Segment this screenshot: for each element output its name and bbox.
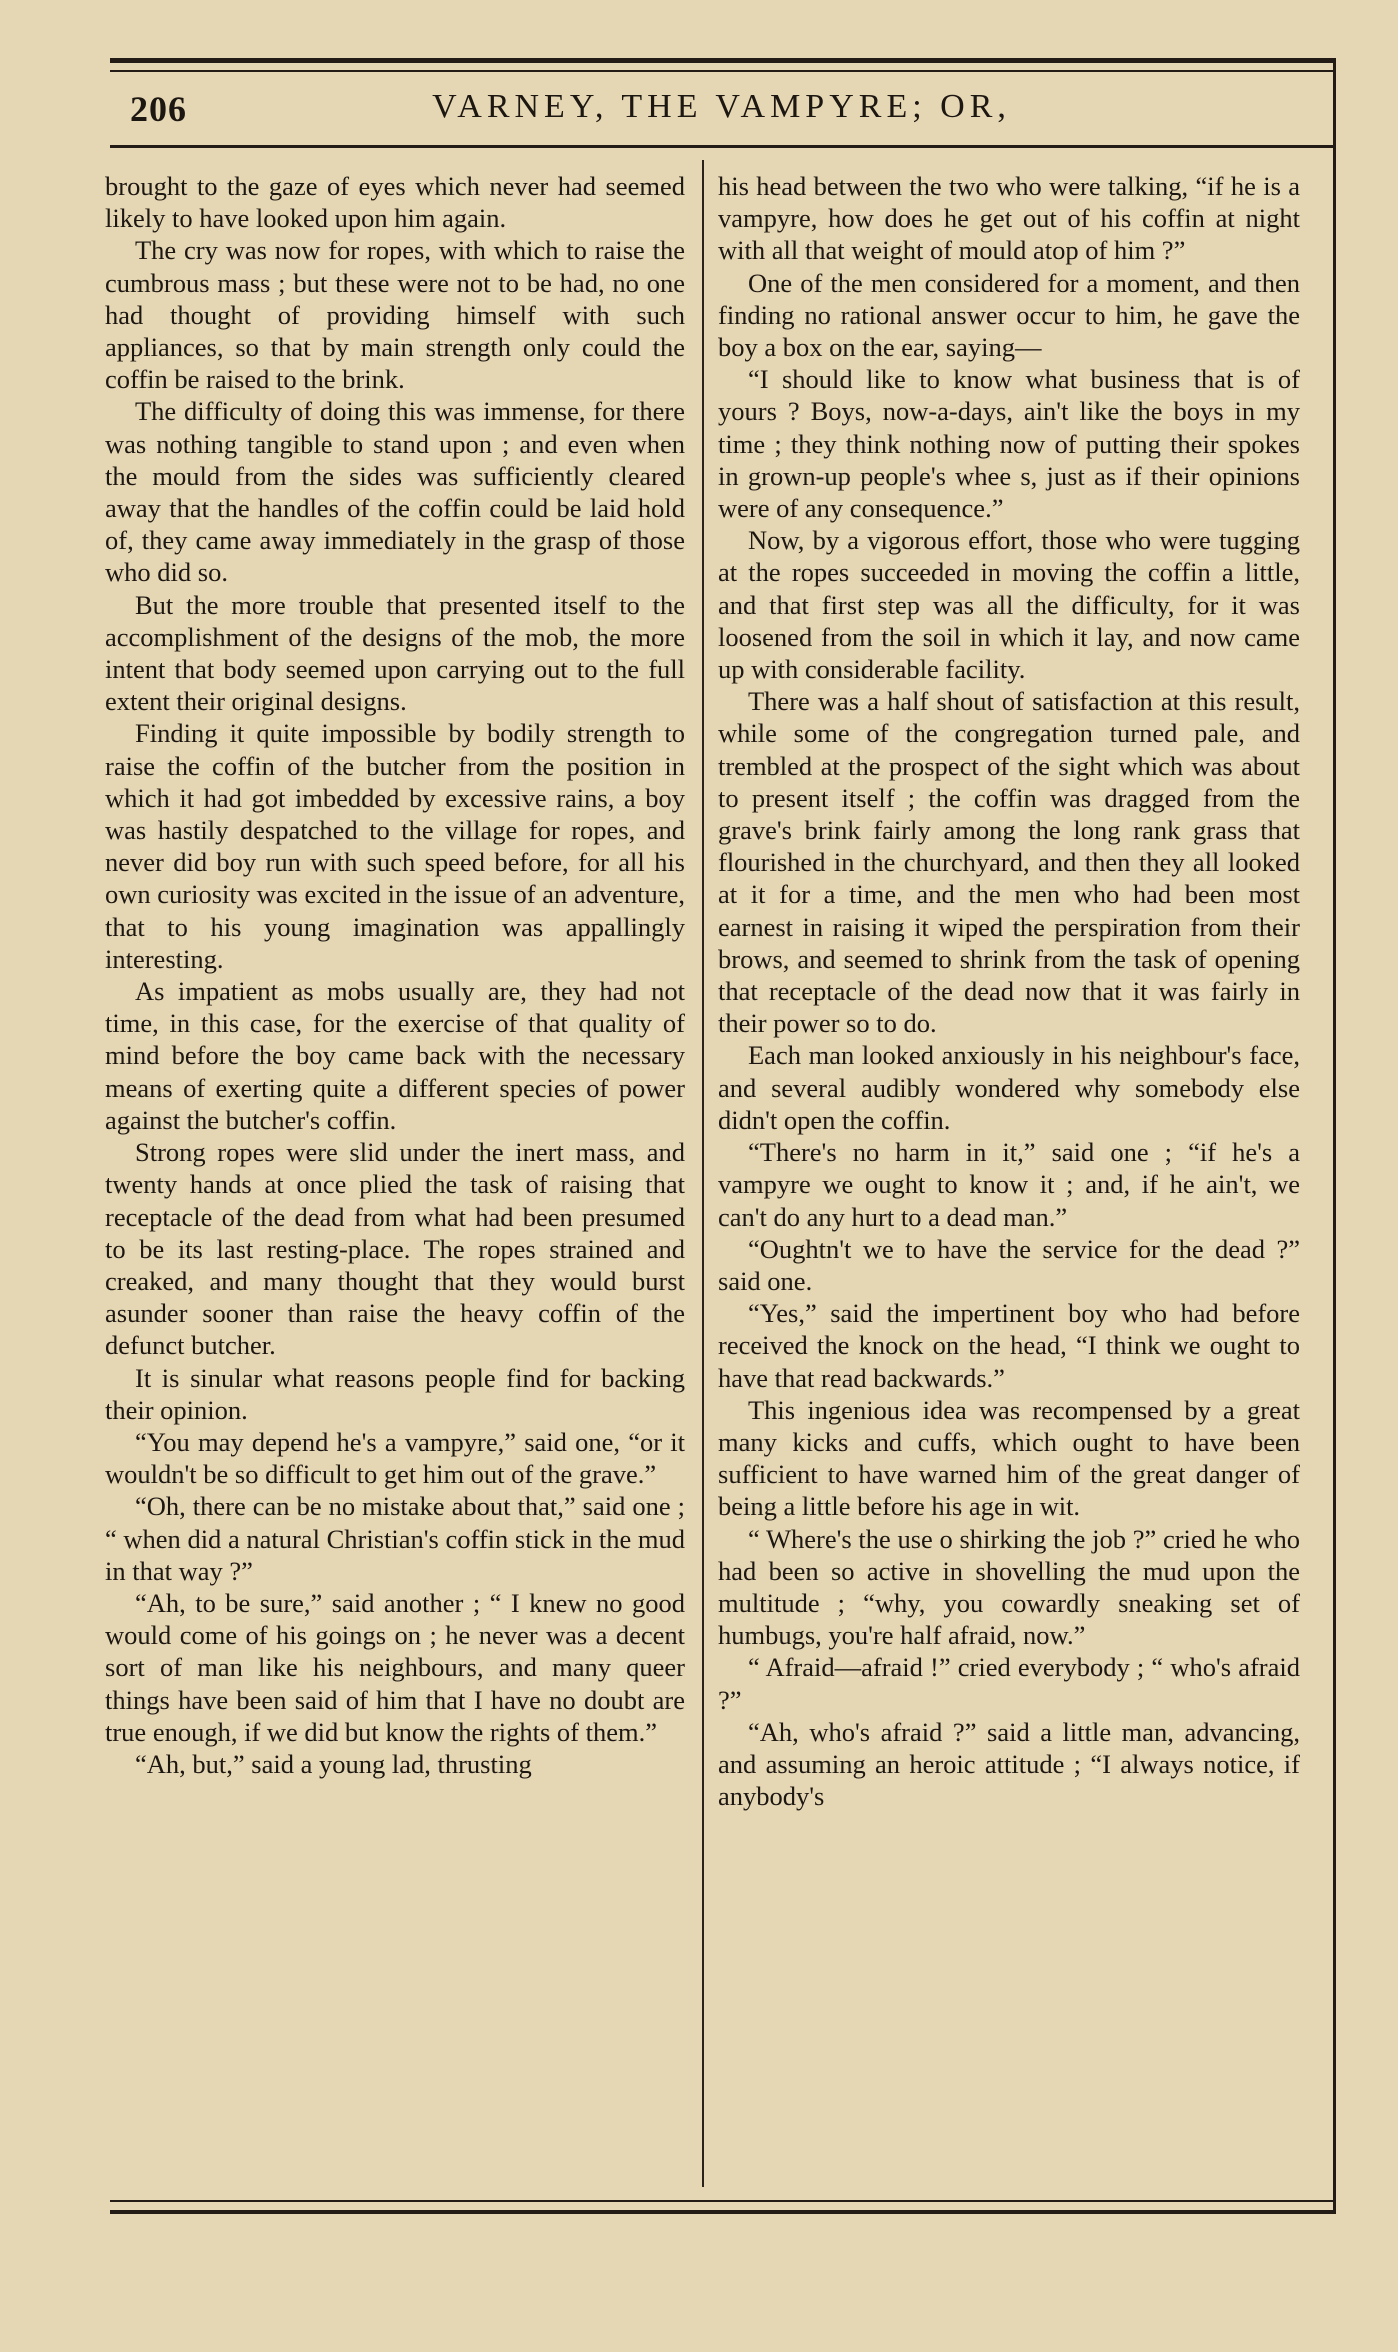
paragraph: “ Where's the use o shirking the job ?” cried he who had been so active in shovelling the mud upon the multitude ; “why, you cowardly sneaking set of humbugs, you're half afraid, now.” bbox=[718, 1523, 1300, 1651]
paragraph: “Ah, to be sure,” said another ; “ I knew no good would come of his goings on ; he never was a decent sort of man like his neighbours, and many queer things have been said of him that I have no doubt are true enough, if we did but know the rights of them.” bbox=[105, 1587, 685, 1747]
paragraph: “Yes,” said the impertinent boy who had before received the knock on the head, “I think we ought to have that read backwards.” bbox=[718, 1298, 1300, 1393]
left-column bbox=[105, 170, 685, 2200]
paragraph: “I should like to know what business that is of yours ? Boys, now-a-days, ain't like the boys in my time ; they think nothing now of putting their spokes in grown-up people's whee s, just as if their opinions were of any consequence.” bbox=[718, 364, 1300, 524]
top-rule-thick bbox=[110, 58, 1336, 63]
paragraph: “There's no harm in it,” said one ; “if he's a vampyre we ought to know it ; and, if he ain't, we can't do any hurt to a dead man.” bbox=[718, 1137, 1300, 1232]
column-separator bbox=[702, 160, 704, 2187]
paragraph: “You may depend he's a vampyre,” said one, “or it wouldn't be so difficult to get him out of the grave.” bbox=[105, 1426, 685, 1490]
paragraph: “Ah, who's afraid ?” said a little man, advancing, and assuming an heroic attitude ; “I always notice, if anybody's bbox=[718, 1716, 1300, 1812]
right-border-rule bbox=[1333, 60, 1336, 2212]
paragraph: “Oughtn't we to have the service for the dead ?” said one. bbox=[718, 1233, 1300, 1296]
paragraph: Now, by a vigorous effort, those who were tugging at the ropes succeeded in moving the coffin a little, and that first step was all the difficulty, for it was loosened from the soil in which it lay, and now came up with considerable facility. bbox=[718, 525, 1300, 685]
right-column bbox=[718, 170, 1300, 2200]
paragraph: Finding it quite impossible by bodily strength to raise the coffin of the butcher from the position in which it had got imbedded by excessive rains, a boy was hastily despatched to the village for ropes, and never did boy run with such speed before, for all his own curiosity was excited in the issue of an adventure, that to his young imagination was appallingly interesting. bbox=[105, 718, 685, 974]
page-number: 206 bbox=[130, 89, 187, 129]
paragraph: “Ah, but,” said a young lad, thrusting bbox=[135, 1748, 532, 1779]
paragraph: The difficulty of doing this was immense, for there was nothing tangible to stand upon ; and even when the mould from the sides was sufficiently cleared away that the handles of the coffin could be laid hold of, they came away immediately in the grasp of those who did so. bbox=[105, 396, 685, 588]
page-header bbox=[130, 88, 1313, 138]
top-rule-thin bbox=[110, 70, 1336, 72]
paragraph: his head between the two who were talking, “if he is a vampyre, how does he get out of his coffin at night with all that weight of mould atop of him ?” bbox=[718, 171, 1300, 266]
paragraph: Strong ropes were slid under the inert mass, and twenty hands at once plied the task of raising that receptacle of the dead from what had been presumed to be its last resting-place. The ropes strained and creaked, and many thought that they would burst asunder sooner than raise the heavy coffin of the defunct butcher. bbox=[105, 1137, 685, 1361]
paragraph: Each man looked anxiously in his neighbour's face, and several audibly wondered why somebody else didn't open the coffin. bbox=[718, 1040, 1300, 1135]
header-rule bbox=[110, 145, 1336, 148]
bottom-rule-thick bbox=[110, 2210, 1336, 2214]
paragraph: This ingenious idea was recompensed by a great many kicks and cuffs, which ought to have been sufficient to have warned him of the great danger of being a little before his age in wit. bbox=[718, 1394, 1300, 1522]
paragraph: The cry was now for ropes, with which to raise the cumbrous mass ; but these were not to be had, no one had thought of providing himself with such appliances, so that by main strength only could the coffin be raised to the brink. bbox=[105, 235, 685, 395]
paragraph: But the more trouble that presented itself to the accomplishment of the designs of the mob, the more intent that body seemed upon carrying out to the full extent their original designs. bbox=[105, 589, 685, 717]
paragraph: As impatient as mobs usually are, they had not time, in this case, for the exercise of that quality of mind before the boy came back with the necessary means of exerting quite a different species of power against the butcher's coffin. bbox=[105, 976, 685, 1135]
paragraph: “Oh, there can be no mistake about that,” said one ; “ when did a natural Christian's coffin stick in the mud in that way ?” bbox=[105, 1491, 685, 1586]
paragraph: “ Afraid—afraid !” cried everybody ; “ who's afraid ?” bbox=[718, 1652, 1300, 1715]
paragraph: One of the men considered for a moment, and then finding no rational answer occur to him, he gave the boy a box on the ear, saying— bbox=[718, 267, 1300, 363]
bottom-rule-thin bbox=[110, 2200, 1336, 2202]
paragraph: brought to the gaze of eyes which never had seemed likely to have looked upon him again. bbox=[105, 171, 685, 234]
paragraph: There was a half shout of satisfaction at this result, while some of the congregation turned pale, and trembled at the prospect of the sight which was about to present itself ; the coffin was dragged from the grave's brink fairly among the long rank grass that flourished in the churchyard, and then they all looked at it for a time, and the men who had been most earnest in raising it wiped the perspiration from their brows, and seemed to shrink from the task of opening that receptacle of the dead now that it was fairly in their power so to do. bbox=[718, 686, 1300, 1039]
paragraph: It is sinular what reasons people find for backing their opinion. bbox=[105, 1362, 685, 1425]
running-title: VARNEY, THE VAMPYRE; OR, bbox=[432, 88, 1011, 125]
